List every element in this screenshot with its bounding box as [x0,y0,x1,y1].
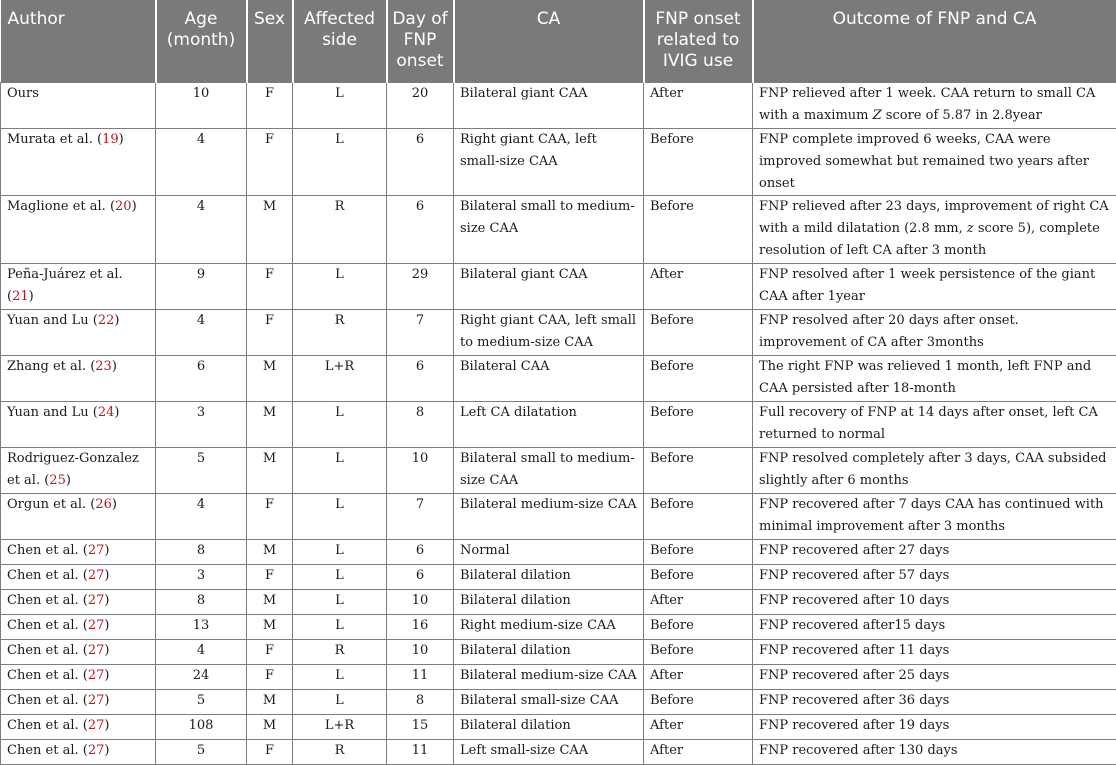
author-name: Zhang et al. ( [7,359,95,374]
outcome-text: FNP recovered after 25 days [759,668,949,683]
outcome-text: FNP recovered after 36 days [759,693,949,708]
cell-age: 10 [156,83,247,129]
cell-sex: M [247,590,293,615]
cell-sex: M [247,615,293,640]
cell-author [1,448,156,494]
cell-sex: M [247,690,293,715]
cell-outcome [753,665,1116,690]
cell-day-onset: 10 [387,590,454,615]
cell-author [1,690,156,715]
reference-link[interactable]: 21 [12,289,29,304]
cell-ca: Normal [454,540,644,565]
cell-affected-side: L [293,690,387,715]
cell-ca: Bilateral dilation [454,640,644,665]
outcome-text: FNP recovered after 7 days CAA has continued with minimal improvement after 3 months [759,497,1104,534]
cell-day-onset: 6 [387,540,454,565]
table-row [1,565,1116,590]
cell-sex: M [247,715,293,740]
cell-fnp-ivig: Before [644,196,753,264]
cell-author [1,356,156,402]
author-name: Chen et al. ( [7,743,88,758]
paren-close: ) [104,693,109,708]
cell-outcome [753,740,1116,765]
cell-fnp-ivig: After [644,264,753,310]
reference-link[interactable]: 20 [115,199,132,214]
author-name: Chen et al. ( [7,643,88,658]
author-name: Orgun et al. ( [7,497,95,512]
cell-outcome [753,264,1116,310]
paren-close: ) [114,313,119,328]
cell-author [1,402,156,448]
cell-fnp-ivig: Before [644,402,753,448]
cell-day-onset: 7 [387,310,454,356]
cell-age: 8 [156,590,247,615]
cell-day-onset: 6 [387,196,454,264]
cell-outcome [753,402,1116,448]
header-fnp-ivig: FNP onset related to IVIG use [644,0,753,83]
table-row [1,402,1116,448]
table-row [1,590,1116,615]
cell-author [1,310,156,356]
header-sex: Sex [247,0,293,83]
cell-age: 5 [156,740,247,765]
table-row [1,264,1116,310]
cell-ca: Bilateral CAA [454,356,644,402]
reference-link[interactable]: 26 [95,497,112,512]
reference-link[interactable]: 27 [88,643,105,658]
outcome-text: FNP resolved after 20 days after onset. improvement of CA after 3months [759,313,1019,350]
reference-link[interactable]: 27 [88,743,105,758]
author-name: Chen et al. ( [7,593,88,608]
outcome-text: FNP recovered after15 days [759,618,945,633]
cell-age: 8 [156,540,247,565]
cell-day-onset: 16 [387,615,454,640]
cell-day-onset: 20 [387,83,454,129]
cell-affected-side: L [293,540,387,565]
author-name: Chen et al. ( [7,568,88,583]
cell-ca: Right giant CAA, left small to medium-size CAA [454,310,644,356]
cell-fnp-ivig: Before [644,690,753,715]
outcome-text: FNP relieved after 23 days, improvement of right CA with a mild dilatation (2.8 mm, [759,199,1109,236]
author-name: Murata et al. ( [7,132,102,147]
author-name: Chen et al. ( [7,718,88,733]
cell-day-onset: 6 [387,129,454,196]
outcome-text-rest: score of 5.87 in 2.8year [882,108,1042,123]
cell-fnp-ivig: Before [644,540,753,565]
cell-outcome [753,565,1116,590]
paren-close: ) [104,718,109,733]
cell-author [1,565,156,590]
outcome-text: Full recovery of FNP at 14 days after onset, left CA returned to normal [759,405,1098,442]
reference-link[interactable]: 27 [88,618,105,633]
reference-link[interactable]: 25 [49,473,66,488]
header-ca: CA [454,0,644,83]
outcome-text: FNP recovered after 130 days [759,743,958,758]
cell-affected-side: L [293,83,387,129]
reference-link[interactable]: 27 [88,718,105,733]
cell-sex: M [247,540,293,565]
cell-age: 9 [156,264,247,310]
cell-outcome [753,540,1116,565]
cell-ca: Bilateral small to medium-size CAA [454,448,644,494]
author-name: Chen et al. ( [7,693,88,708]
cell-outcome [753,715,1116,740]
cell-ca: Bilateral giant CAA [454,83,644,129]
paren-close: ) [104,618,109,633]
paren-close: ) [29,289,34,304]
cell-age: 24 [156,665,247,690]
cell-sex: F [247,310,293,356]
author-name: Chen et al. ( [7,618,88,633]
cell-affected-side: L [293,129,387,196]
table-row [1,310,1116,356]
cell-author [1,540,156,565]
table-row [1,690,1116,715]
header-row [1,0,1116,83]
table-row [1,640,1116,665]
author-name: Maglione et al. ( [7,199,115,214]
cell-fnp-ivig: Before [644,640,753,665]
paren-close: ) [66,473,71,488]
cell-outcome [753,448,1116,494]
cell-age: 5 [156,448,247,494]
cell-sex: M [247,196,293,264]
paren-close: ) [112,359,117,374]
cell-sex: M [247,402,293,448]
cell-fnp-ivig: After [644,665,753,690]
cell-fnp-ivig: Before [644,615,753,640]
outcome-text: FNP recovered after 10 days [759,593,949,608]
author-name: Yuan and Lu ( [7,313,98,328]
outcome-text: FNP resolved after 1 week persistence of the giant CAA after 1year [759,267,1095,304]
cell-ca: Bilateral medium-size CAA [454,494,644,540]
cell-sex: F [247,565,293,590]
cell-affected-side: L [293,615,387,640]
author-name: Ours [7,86,39,101]
cell-day-onset: 8 [387,402,454,448]
cell-age: 4 [156,310,247,356]
paren-close: ) [104,668,109,683]
cell-affected-side: R [293,196,387,264]
z-symbol: Z [873,108,882,123]
paren-close: ) [104,643,109,658]
paren-close: ) [104,543,109,558]
header-day-onset: Day of FNP onset [387,0,454,83]
table-row [1,665,1116,690]
cell-affected-side: L [293,448,387,494]
reference-link[interactable]: 27 [88,543,105,558]
paren-close: ) [132,199,137,214]
cell-day-onset: 6 [387,565,454,590]
cell-day-onset: 29 [387,264,454,310]
reference-link[interactable]: 24 [98,405,115,420]
cell-day-onset: 15 [387,715,454,740]
paren-close: ) [104,593,109,608]
header-age: Age (month) [156,0,247,83]
outcome-text: FNP relieved after 1 week. CAA return to small CA with a maximum [759,86,1095,123]
cell-author [1,715,156,740]
cell-outcome [753,83,1116,129]
outcome-text-rest: score 5), complete resolution of left CA after 3 month [759,221,1100,258]
reference-link[interactable]: 27 [88,593,105,608]
cell-ca: Bilateral small-size CAA [454,690,644,715]
table-row [1,129,1116,196]
cell-sex: F [247,665,293,690]
cell-affected-side: L [293,590,387,615]
cell-day-onset: 8 [387,690,454,715]
cell-author [1,665,156,690]
cell-affected-side: R [293,310,387,356]
cell-affected-side: L [293,264,387,310]
cell-author [1,640,156,665]
paren-close: ) [119,132,124,147]
cell-fnp-ivig: Before [644,494,753,540]
cell-age: 3 [156,402,247,448]
cell-sex: F [247,129,293,196]
cell-age: 13 [156,615,247,640]
outcome-text: FNP recovered after 57 days [759,568,949,583]
cell-affected-side: L [293,494,387,540]
cell-sex: F [247,640,293,665]
table-row [1,540,1116,565]
paren-close: ) [104,743,109,758]
cell-ca: Right giant CAA, left small-size CAA [454,129,644,196]
cell-author [1,590,156,615]
cell-fnp-ivig: After [644,590,753,615]
cell-affected-side: R [293,740,387,765]
table-row [1,740,1116,765]
cell-age: 3 [156,565,247,590]
cell-fnp-ivig: Before [644,565,753,590]
cell-ca: Left CA dilatation [454,402,644,448]
table-row [1,615,1116,640]
cell-day-onset: 6 [387,356,454,402]
cell-day-onset: 10 [387,640,454,665]
cell-ca: Right medium-size CAA [454,615,644,640]
cell-affected-side: R [293,640,387,665]
cell-fnp-ivig: After [644,715,753,740]
header-affected-side: Affected side [293,0,387,83]
cell-affected-side: L+R [293,715,387,740]
cell-outcome [753,590,1116,615]
cell-outcome [753,356,1116,402]
cell-author [1,740,156,765]
cell-age: 4 [156,129,247,196]
table-row [1,494,1116,540]
cell-outcome [753,129,1116,196]
cell-fnp-ivig: Before [644,448,753,494]
table-row [1,196,1116,264]
cell-ca: Left small-size CAA [454,740,644,765]
outcome-text: The right FNP was relieved 1 month, left FNP and CAA persisted after 18-month [759,359,1091,396]
table-row [1,356,1116,402]
cell-sex: F [247,494,293,540]
cell-author [1,196,156,264]
author-name: Chen et al. ( [7,668,88,683]
cell-outcome [753,196,1116,264]
cell-ca: Bilateral dilation [454,590,644,615]
cell-sex: F [247,740,293,765]
cell-ca: Bilateral medium-size CAA [454,665,644,690]
cell-age: 4 [156,494,247,540]
cell-ca: Bilateral dilation [454,715,644,740]
cell-age: 4 [156,196,247,264]
cell-fnp-ivig: Before [644,129,753,196]
table-row [1,448,1116,494]
z-symbol: z [967,221,974,236]
header-author: Author [1,0,156,83]
table-row [1,715,1116,740]
cell-age: 108 [156,715,247,740]
cell-outcome [753,310,1116,356]
cell-day-onset: 10 [387,448,454,494]
reference-link[interactable]: 23 [95,359,112,374]
cell-day-onset: 11 [387,740,454,765]
cell-age: 5 [156,690,247,715]
paren-close: ) [114,405,119,420]
cell-author [1,615,156,640]
cell-fnp-ivig: Before [644,310,753,356]
cell-ca: Bilateral dilation [454,565,644,590]
table-row [1,83,1116,129]
cell-fnp-ivig: After [644,740,753,765]
cell-affected-side: L [293,565,387,590]
cell-ca: Bilateral small to medium-size CAA [454,196,644,264]
cell-age: 4 [156,640,247,665]
outcome-text: FNP recovered after 11 days [759,643,949,658]
cell-sex: M [247,448,293,494]
cell-sex: F [247,264,293,310]
cell-fnp-ivig: Before [644,356,753,402]
header-outcome: Outcome of FNP and CA [753,0,1116,83]
reference-link[interactable]: 27 [88,568,105,583]
outcome-text: FNP recovered after 27 days [759,543,949,558]
cell-day-onset: 11 [387,665,454,690]
cell-author [1,494,156,540]
cell-author [1,264,156,310]
reference-link[interactable]: 22 [98,313,115,328]
cell-fnp-ivig: After [644,83,753,129]
reference-link[interactable]: 27 [88,693,105,708]
cell-outcome [753,640,1116,665]
reference-link[interactable]: 19 [102,132,119,147]
outcome-text: FNP resolved completely after 3 days, CAA subsided slightly after 6 months [759,451,1106,488]
cell-affected-side: L+R [293,356,387,402]
cell-ca: Bilateral giant CAA [454,264,644,310]
author-name: Rodriguez-Gonzalez et al. ( [7,451,139,488]
cell-age: 6 [156,356,247,402]
paren-close: ) [112,497,117,512]
paren-close: ) [104,568,109,583]
outcome-text: FNP recovered after 19 days [759,718,949,733]
reference-link[interactable]: 27 [88,668,105,683]
author-name: Peña-Juárez et al. ( [7,267,123,304]
cell-affected-side: L [293,665,387,690]
cell-sex: F [247,83,293,129]
author-name: Yuan and Lu ( [7,405,98,420]
cell-outcome [753,690,1116,715]
outcome-text: FNP complete improved 6 weeks, CAA were improved somewhat but remained two years after onset [759,132,1089,191]
author-name: Chen et al. ( [7,543,88,558]
cell-affected-side: L [293,402,387,448]
cell-outcome [753,615,1116,640]
cell-day-onset: 7 [387,494,454,540]
cell-sex: M [247,356,293,402]
cell-author [1,129,156,196]
cell-outcome [753,494,1116,540]
cell-author [1,83,156,129]
